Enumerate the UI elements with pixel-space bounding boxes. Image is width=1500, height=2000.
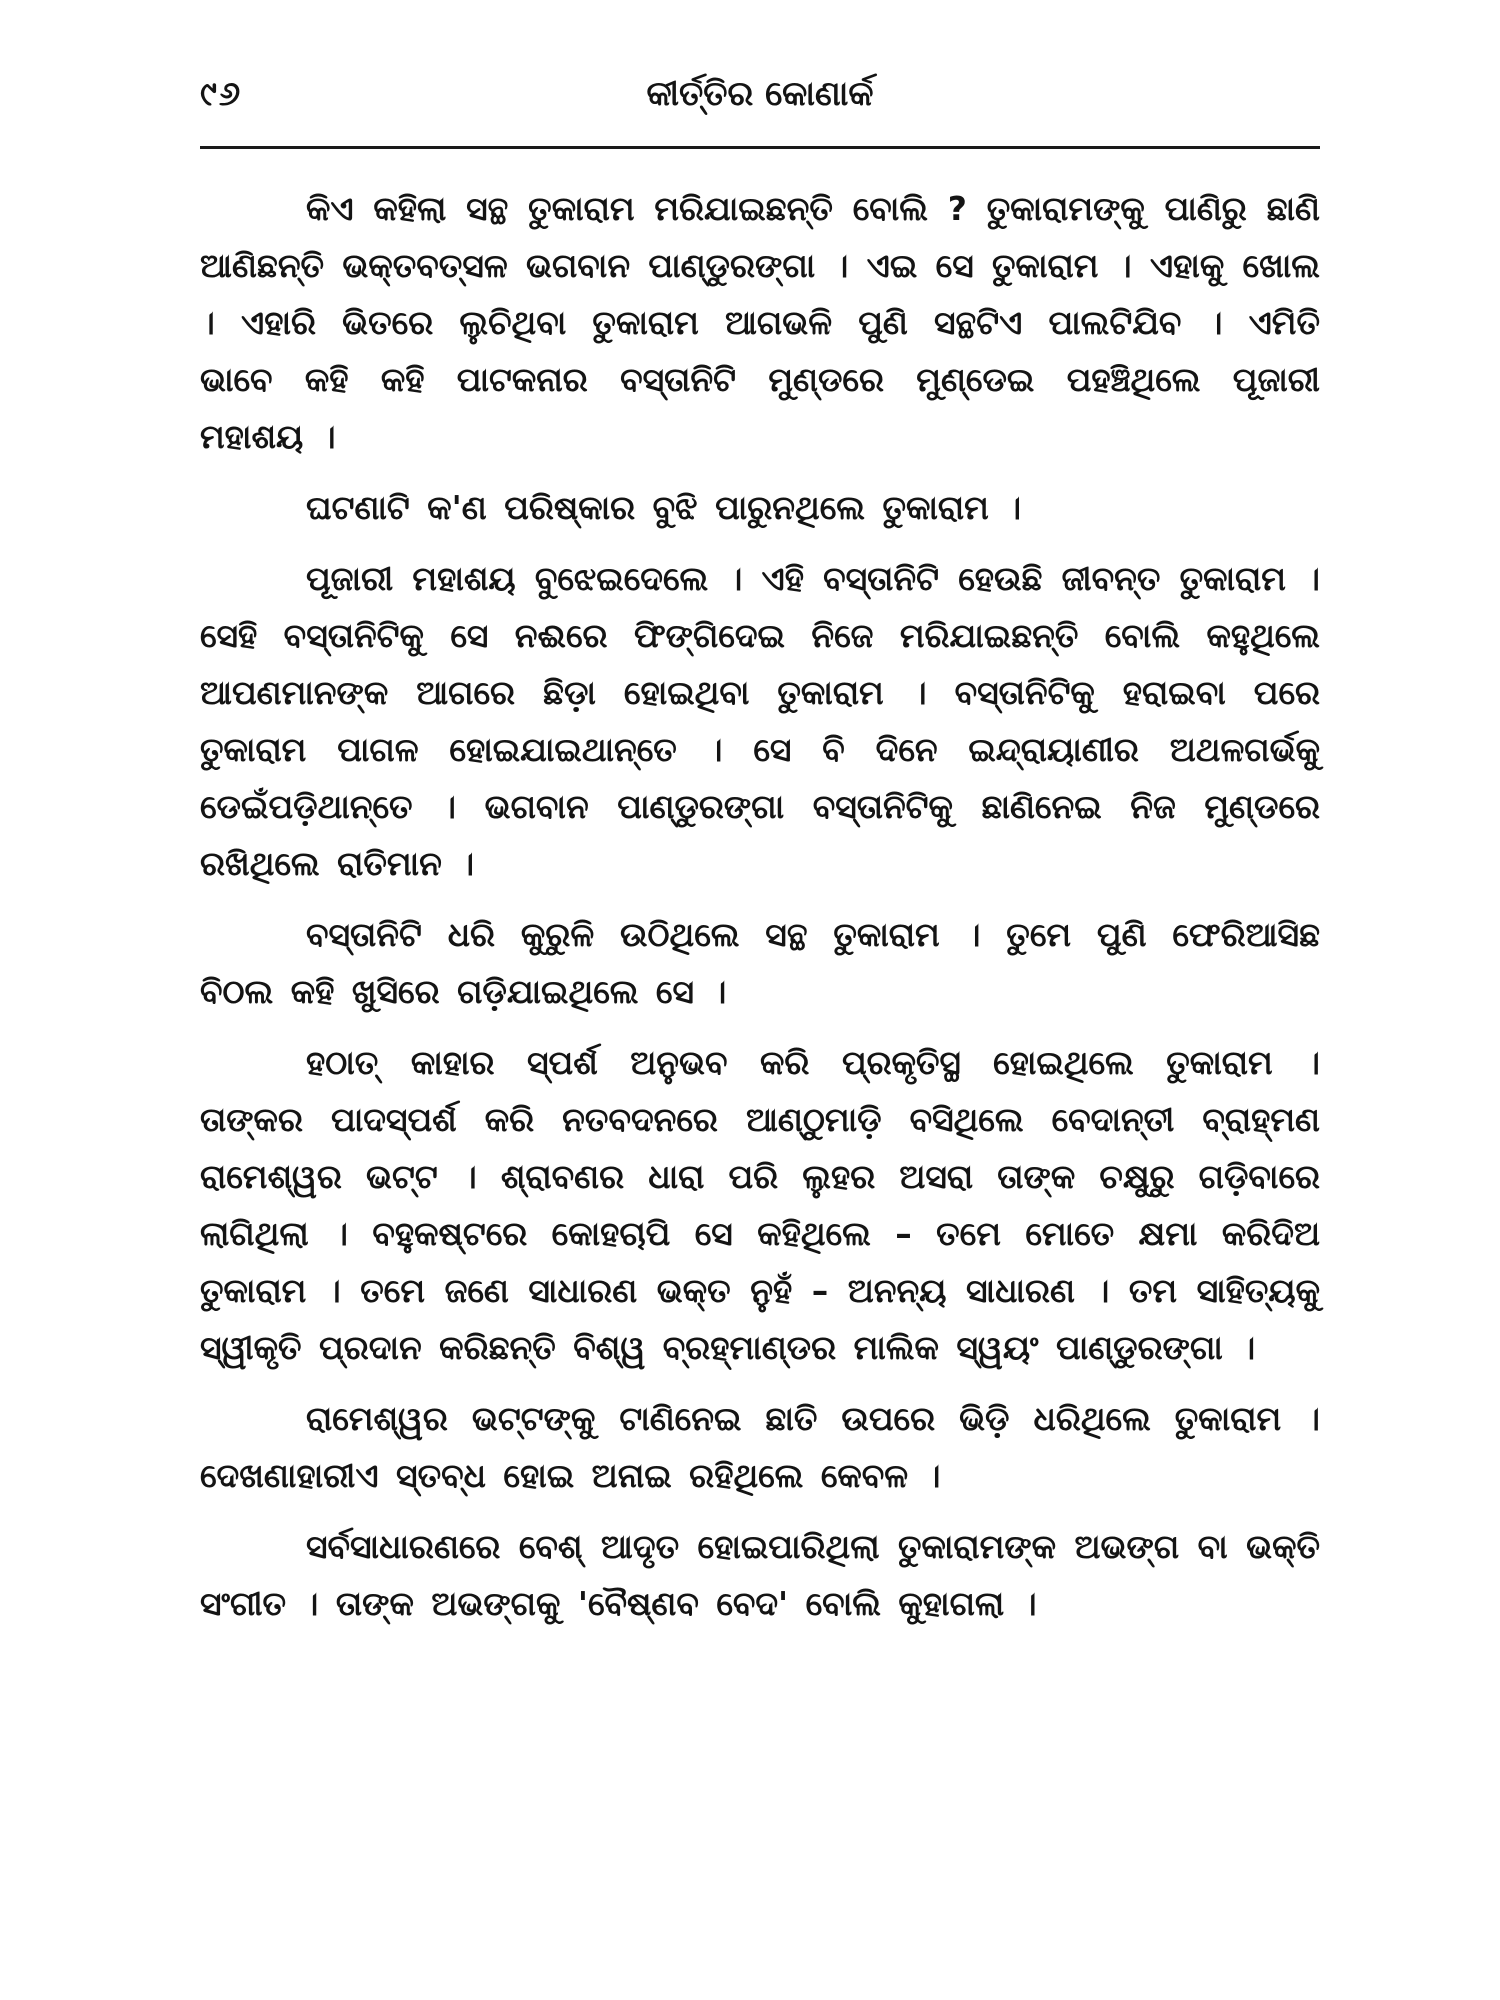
body-text (200, 180, 1320, 1646)
page-header (200, 68, 1320, 140)
paragraph: ପୂଜାରୀ ମହାଶୟ ବୁଝେଇଦେଲେ । ଏହି ବସ୍ତାନିଟି ହେଉଛି ଜୀବନ୍ତ ତୁକାରାମ । ସେହି ବସ୍ତାନିଟିକୁ ସେ ନଈରେ ଫିଙ୍ଗିଦେଇ ନିଜେ ମରିଯାଇଛନ୍ତି ବୋଲି କହୁଥିଲେ ଆପଣମାନଙ୍କ ଆଗରେ ଛିଡ଼ା ହୋଇଥିବା ତୁକାରାମ । ବସ୍ତାନିଟିକୁ ହରାଇବା ପରେ ତୁକାରାମ ପାଗଳ ହୋଇଯାଇଥାନ୍ତେ । ସେ ବି ଦିନେ ଇନ୍ଦ୍ରାୟାଣୀର ଅଥଳଗର୍ଭକୁ ଡେଇଁପଡ଼ିଥାନ୍ତେ । ଭଗବାନ ପାଣ୍ଡୁରଙ୍ଗା ବସ୍ତାନିଟିକୁ ଛାଣିନେଇ ନିଜ ମୁଣ୍ଡରେ ରଖିଥିଲେ ରାତିମାନ । (200, 559, 1320, 883)
paragraph: କିଏ କହିଲା ସନ୍ଥ ତୁକାରାମ ମରିଯାଇଛନ୍ତି ବୋଲି ? ତୁକାରାମଙ୍କୁ ପାଣିରୁ ଛାଣି ଆଣିଛନ୍ତି ଭକ୍ତବତ୍ସଳ ଭଗବାନ ପାଣ୍ଡୁରଙ୍ଗା । ଏଇ ସେ ତୁକାରାମ । ଏହାକୁ ଖୋଲ । ଏହାରି ଭିତରେ ଲୁଚିଥିବା ତୁକାରାମ ଆଗଭଳି ପୁଣି ସନ୍ଥଟିଏ ପାଲଟିଯିବ । ଏମିତି ଭାବେ କହି କହି ପାଟକନାର ବସ୍ତାନିଟି ମୁଣ୍ଡରେ ମୁଣ୍ଡେଇ ପହଞ୍ଚିଥିଲେ ପୂଜାରୀ ମହାଶୟ । (200, 189, 1320, 456)
paragraph: ବସ୍ତାନିଟି ଧରି କୁରୁଳି ଉଠିଥିଲେ ସନ୍ଥ ତୁକାରାମ । ତୁମେ ପୁଣି ଫେରିଆସିଛ ବିଠଲ କହି ଖୁସିରେ ଗଡ଼ିଯାଇଥିଲେ ସେ । (200, 915, 1320, 1011)
paragraph: ଘଟଣାଟି କ'ଣ ପରିଷ୍କାର ବୁଝି ପାରୁନଥିଲେ ତୁକାରାମ । (306, 488, 1022, 527)
paragraph: ସର୍ବସାଧାରଣରେ ବେଶ୍ ଆଦୃତ ହୋଇପାରିଥିଲା ତୁକାରାମଙ୍କ ଅଭଙ୍ଗ ବା ଭକ୍ତି ସଂଗୀତ । ତାଙ୍କ ଅଭଙ୍ଗକୁ 'ବୈଷ୍ଣବ ବେଦ' ବୋଲି କୁହାଗଲା । (200, 1527, 1320, 1623)
header-rule (200, 146, 1320, 149)
paragraph: ହଠାତ୍ କାହାର ସ୍ପର୍ଶ ଅନୁଭବ କରି ପ୍ରକୃତିସ୍ଥ ହୋଇଥିଲେ ତୁକାରାମ । ତାଙ୍କର ପାଦସ୍ପର୍ଶ କରି ନତବଦନରେ ଆଣ୍ଠୁମାଡ଼ି ବସିଥିଲେ ବେଦାନ୍ତୀ ବ୍ରାହ୍ମଣ ରାମେଶ୍ୱର ଭଟ୍ଟ । ଶ୍ରାବଣର ଧାରା ପରି ଲୁହର ଅସରା ତାଙ୍କ ଚକ୍ଷୁରୁ ଗଡ଼ିବାରେ ଲାଗିଥିଲା । ବହୁକଷ୍ଟରେ କୋହଚାପି ସେ କହିଥିଲେ – ତମେ ମୋତେ କ୍ଷମା କରିଦିଅ ତୁକାରାମ । ତମେ ଜଣେ ସାଧାରଣ ଭକ୍ତ ନୁହଁ – ଅନନ୍ୟ ସାଧାରଣ । ତମ ସାହିତ୍ୟକୁ ସ୍ୱୀକୃତି ପ୍ରଦାନ କରିଛନ୍ତି ବିଶ୍ୱ ବ୍ରହ୍ମାଣ୍ଡର ମାଲିକ ସ୍ୱୟଂ ପାଣ୍ଡୁରଙ୍ଗା । (200, 1043, 1320, 1367)
page-number: ୯୬ (200, 74, 243, 114)
running-title: କୀର୍ତ୍ତିର କୋଣାର୍କ (646, 74, 874, 114)
book-page (200, 68, 1320, 1623)
paragraph: ରାମେଶ୍ୱର ଭଟ୍ଟଙ୍କୁ ଟାଣିନେଇ ଛାତି ଉପରେ ଭିଡ଼ି ଧରିଥିଲେ ତୁକାରାମ । ଦେଖଣାହାରୀଏ ସ୍ତବ୍ଧ ହୋଇ ଅନାଇ ରହିଥିଲେ କେବଳ । (200, 1399, 1320, 1495)
